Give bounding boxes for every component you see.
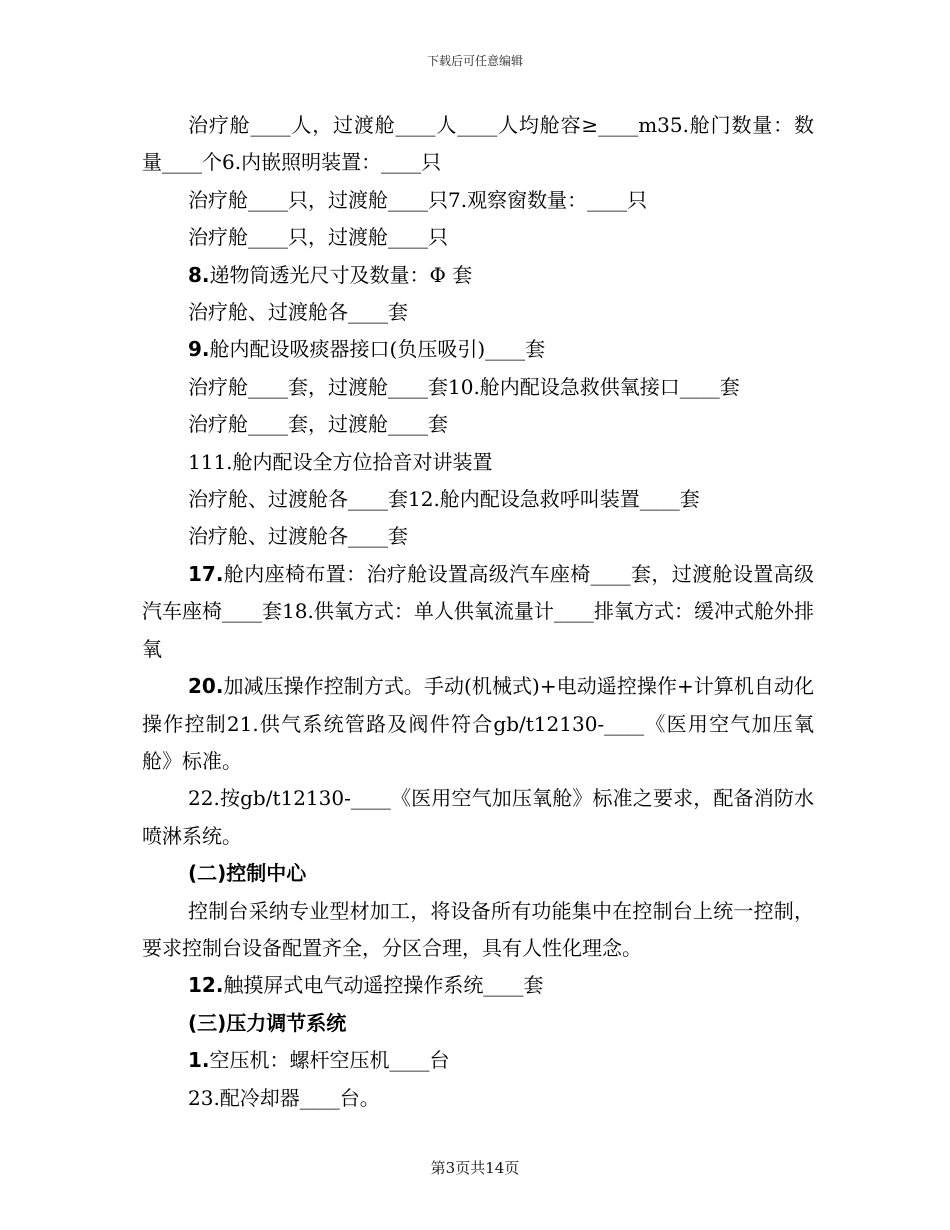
paragraph: 治疗舱、过渡舱各____套 bbox=[188, 524, 408, 549]
paragraph: 23.配冷却器____台。 bbox=[188, 1085, 380, 1110]
paragraph: 22.按gb/t12130-____《医用空气加压氧舱》标准之要求，配备消防水喷淋系统。 bbox=[142, 786, 814, 848]
paragraph: 治疗舱、过渡舱各____套 bbox=[188, 300, 408, 325]
paragraph: 治疗舱、过渡舱各____套12.舱内配设急救呼叫装置____套 bbox=[188, 487, 700, 512]
section-heading: (二)控制中心 bbox=[188, 861, 307, 886]
document-body bbox=[142, 107, 814, 1117]
paragraph: 20.加减压操作控制方式。手动(机械式)+电动遥控操作+计算机自动化操作控制21.供气系统管路及阀件符合gb/t12130-____《医用空气加压氧舱》标准。 bbox=[142, 674, 814, 773]
paragraph: 治疗舱____只，过渡舱____只7.观察窗数量：____只 bbox=[188, 187, 648, 212]
paragraph: 控制台采纳专业型材加工，将设备所有功能集中在控制台上统一控制，要求控制台设备配置齐全，分区合理，具有人性化理念。 bbox=[142, 898, 814, 960]
paragraph: 治疗舱____人，过渡舱____人____人均舱容≥____m35.舱门数量：数量____个6.内嵌照明装置：____只 bbox=[142, 113, 814, 175]
paragraph: 111.舱内配设全方位拾音对讲装置 bbox=[188, 449, 493, 474]
page-footer: 第3页共14页 bbox=[430, 1159, 520, 1177]
section-heading: (三)压力调节系统 bbox=[188, 1010, 347, 1035]
paragraph: 治疗舱____套，过渡舱____套10.舱内配设急救供氧接口____套 bbox=[188, 374, 740, 399]
paragraph: 8.递物筒透光尺寸及数量：Φ 套 bbox=[188, 262, 473, 287]
paragraph: 1.空压机：螺杆空压机____台 bbox=[188, 1048, 450, 1073]
paragraph: 12.触摸屏式电气动遥控操作系统____套 bbox=[188, 973, 544, 998]
paragraph: 治疗舱____只，过渡舱____只 bbox=[188, 225, 448, 250]
paragraph: 17.舱内座椅布置：治疗舱设置高级汽车座椅____套，过渡舱设置高级汽车座椅____套18.供氧方式：单人供氧流量计____排氧方式：缓冲式舱外排氧 bbox=[142, 561, 814, 661]
paragraph: 治疗舱____套，过渡舱____套 bbox=[188, 412, 448, 437]
page-header: 下载后可任意编辑 bbox=[426, 54, 523, 68]
paragraph: 9.舱内配设吸痰器接口(负压吸引)____套 bbox=[188, 337, 546, 362]
